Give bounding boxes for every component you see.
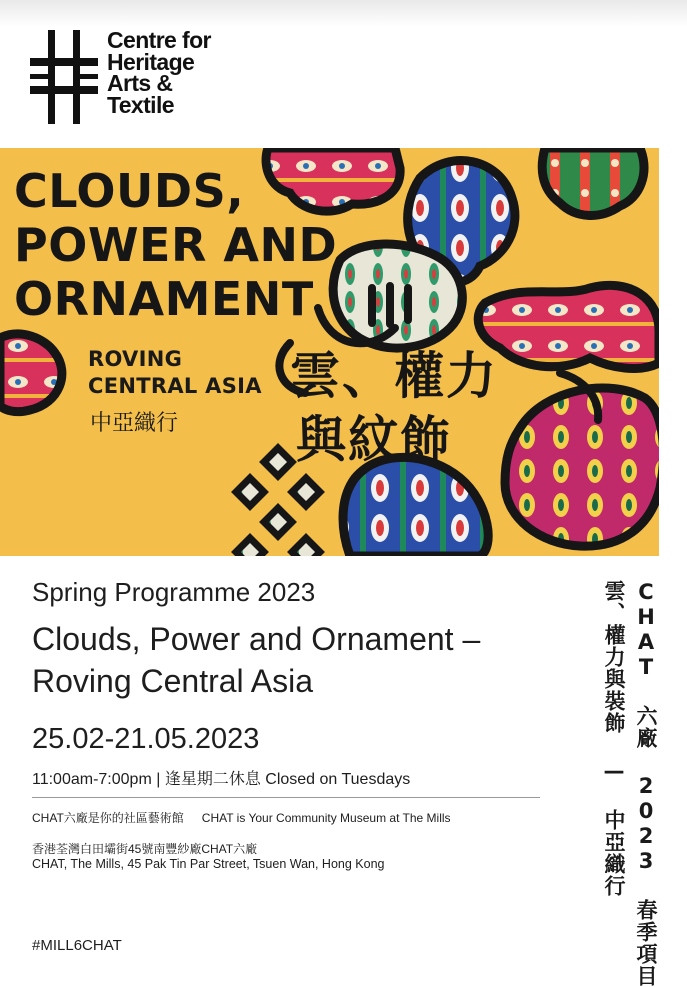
- poster-subtitle-cn: 中亞織行: [90, 411, 179, 436]
- poster-title-line: CLOUDS,: [14, 164, 245, 218]
- page-title-line: Clouds, Power and Ornament –: [32, 621, 481, 657]
- community-tagline: [32, 809, 451, 826]
- page-title-line: Roving Central Asia: [32, 663, 314, 699]
- poster-title-cn-line: 與紋飾: [296, 411, 452, 469]
- logo-line: Textile: [107, 91, 174, 118]
- hashtag: #MILL6CHAT: [32, 937, 122, 954]
- address-en: CHAT, The Mills, 45 Pak Tin Par Street, Tsuen Wan, Hong Kong: [32, 857, 385, 871]
- logo-line: Centre for: [107, 27, 211, 53]
- logo-line: Arts &: [107, 70, 173, 96]
- vertical-programme-cn: CHAT 六廠 2023 春季項目: [634, 580, 658, 987]
- chat-logo-icon: [30, 30, 98, 124]
- programme-label: Spring Programme 2023: [32, 577, 316, 607]
- opening-hours: 11:00am-7:00pm | 逢星期二休息 Closed on Tuesdays: [32, 771, 411, 788]
- exhibition-dates: 25.02-21.05.2023: [32, 723, 260, 755]
- vertical-title-cn: 雲、權力與裝飾 — 中亞織行: [602, 580, 626, 897]
- page-title: [32, 618, 572, 702]
- logo-wordmark: [107, 27, 257, 118]
- exhibition-poster: [0, 148, 659, 556]
- poster-title: [14, 164, 374, 326]
- poster-subtitle-line: CENTRAL ASIA: [88, 374, 262, 398]
- poster-subtitle-line: ROVING: [88, 347, 183, 371]
- community-tagline-en: CHAT is Your Community Museum at The Mills: [201, 811, 451, 825]
- poster-subtitle: [88, 346, 262, 400]
- header-band: [0, 0, 687, 148]
- poster-title-line: POWER AND: [14, 218, 338, 272]
- address-cn: 香港荃灣白田壩街45號南豐紗廠CHAT六廠: [32, 842, 258, 856]
- community-tagline-cn: CHAT六廠是你的社區藝術館: [32, 811, 184, 825]
- poster-title-cn: [290, 344, 550, 472]
- logo-line: Heritage: [107, 48, 195, 75]
- divider: [32, 797, 540, 798]
- poster-title-cn-line: 雲、權力: [290, 347, 498, 405]
- poster-title-line: ORNAMENT: [14, 272, 314, 326]
